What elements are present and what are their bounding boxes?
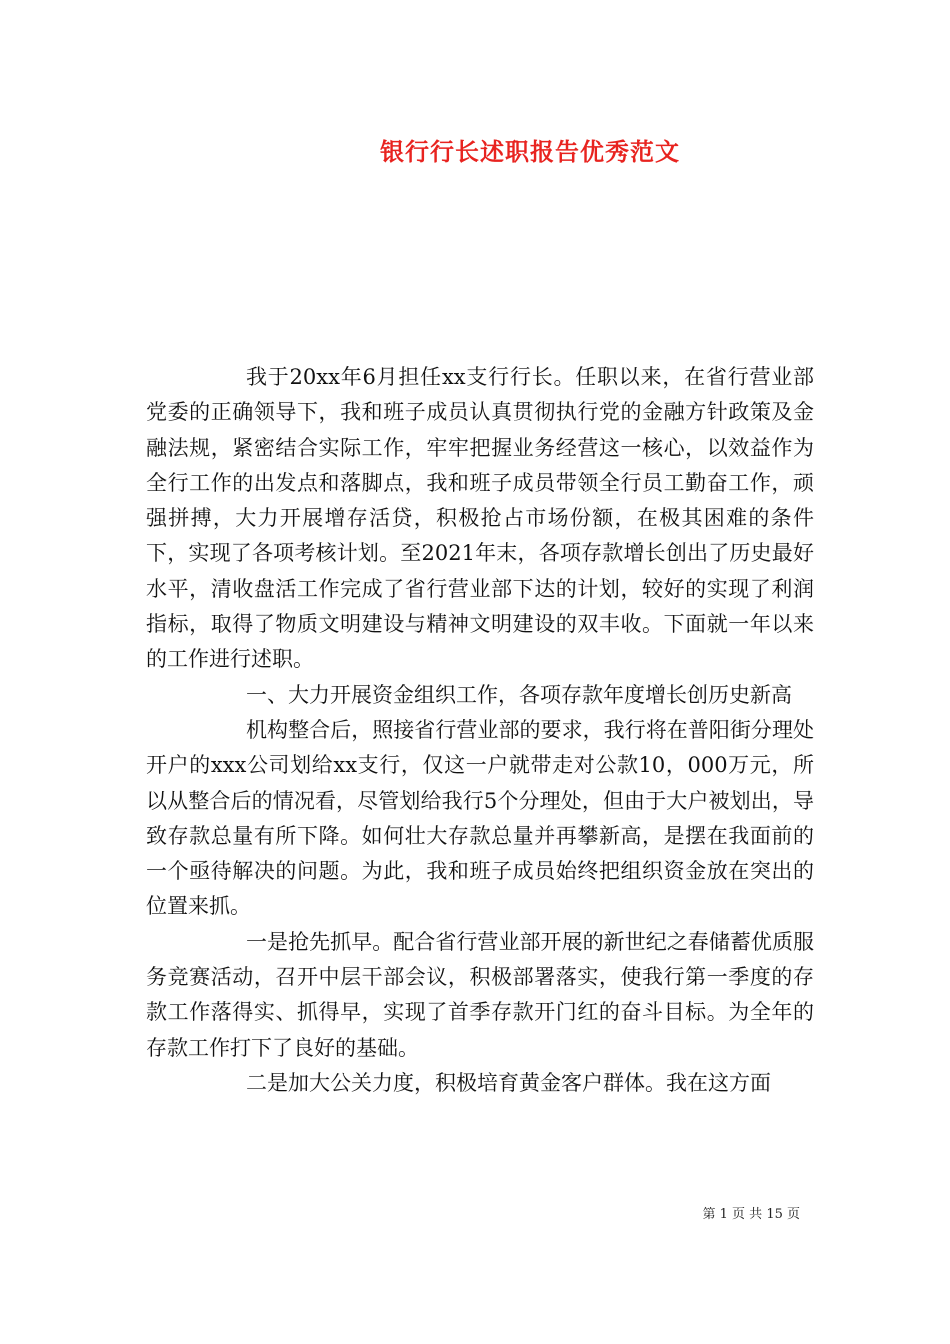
paragraph: 我于20xx年6月担任xx支行行长。任职以来，在省行营业部党委的正确领导下，我和班子成员认真贯彻执行党的金融方针政策及金融法规，紧密结合实际工作，牢牢把握业务经营这一核心，以效益作为全行工作的出发点和落脚点，我和班子成员带领全行员工勤奋工作，顽强拼搏，大力开展增存活贷，积极抢占市场份额，在极其困难的条件下，实现了各项考核计划。至2021年末，各项存款增长创出了历史最好水平，清收盘活工作完成了省行营业部下达的计划，较好的实现了利润指标，取得了物质文明建设与精神文明建设的双丰收。下面就一年以来的工作进行述职。 — [146, 365, 814, 672]
page-number-footer: 第 1 页 共 15 页 — [702, 1207, 800, 1222]
section-heading: 一、大力开展资金组织工作，各项存款年度增长创历史新高 — [246, 682, 792, 707]
document-body — [146, 360, 814, 1101]
paragraph: 一是抢先抓早。配合省行营业部开展的新世纪之春储蓄优质服务竞赛活动，召开中层干部会议，积极部署落实，使我行第一季度的存款工作落得实、抓得早，实现了首季存款开门红的奋斗目标。为全年的存款工作打下了良好的基础。 — [146, 929, 814, 1060]
document-title: 银行行长述职报告优秀范文 — [380, 137, 680, 166]
paragraph: 二是加大公关力度，积极培育黄金客户群体。我在这方面 — [246, 1070, 771, 1095]
paragraph: 机构整合后，照接省行营业部的要求，我行将在普阳街分理处开户的xxx公司划给xx支行，仅这一户就带走对公款10，000万元，所以从整合后的情况看，尽管划给我行5个分理处，但由于大户被划出，导致存款总量有所下降。如何壮大存款总量并再攀新高，是摆在我面前的一个亟待解决的问题。为此，我和班子成员始终把组织资金放在突出的位置来抓。 — [146, 717, 814, 919]
